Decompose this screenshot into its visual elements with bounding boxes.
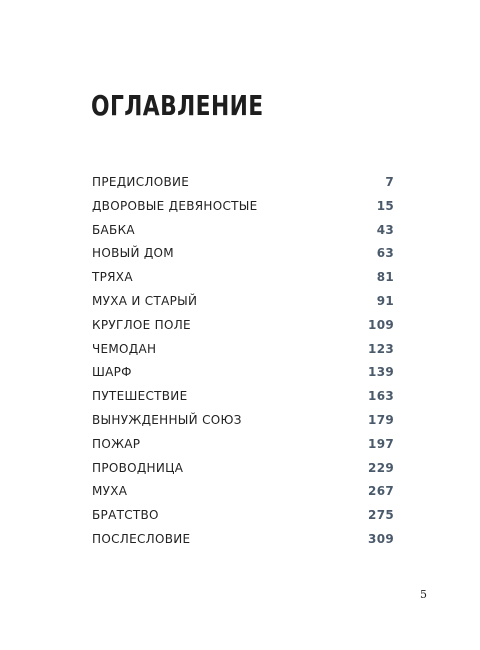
toc-entry-page: 63 — [376, 246, 394, 261]
toc-entry-title: ПОСЛЕСЛОВИЕ — [92, 531, 191, 546]
toc-entry-page: 109 — [368, 317, 394, 332]
toc-entry[interactable] — [92, 508, 394, 532]
toc-entry-title: ВЫНУЖДЕННЫЙ СОЮЗ — [92, 412, 242, 427]
toc-entry-title: ПОЖАР — [92, 436, 141, 451]
toc-entry[interactable] — [92, 365, 394, 389]
toc-entry-page: 309 — [368, 531, 394, 546]
toc-entry-title: ПУТЕШЕСТВИЕ — [92, 389, 188, 404]
toc-entry-page: 179 — [368, 412, 394, 427]
toc-entry-title: МУХА И СТАРЫЙ — [92, 293, 198, 308]
toc-entry-page: 123 — [368, 341, 394, 356]
toc-entry-title: ДВОРОВЫЕ ДЕВЯНОСТЫЕ — [92, 198, 258, 213]
toc-entry-title: КРУГЛОЕ ПОЛЕ — [92, 317, 191, 332]
toc-list — [92, 175, 394, 556]
toc-entry-title: ШАРФ — [92, 365, 132, 380]
toc-entry-title: ЧЕМОДАН — [92, 341, 157, 356]
toc-entry-title: БРАТСТВО — [92, 508, 159, 523]
toc-entry[interactable] — [92, 199, 394, 223]
toc-entry-title: НОВЫЙ ДОМ — [92, 246, 174, 261]
toc-entry-page: 43 — [376, 222, 394, 237]
toc-entry-title: БАБКА — [92, 222, 135, 237]
toc-entry-page: 15 — [376, 198, 394, 213]
toc-entry-title: ТРЯХА — [92, 270, 133, 285]
toc-entry-page: 163 — [368, 389, 394, 404]
toc-entry[interactable] — [92, 246, 394, 270]
toc-entry[interactable] — [92, 318, 394, 342]
toc-entry[interactable] — [92, 270, 394, 294]
toc-entry[interactable] — [92, 389, 394, 413]
toc-title: ОГЛАВЛЕНИЕ — [91, 89, 264, 122]
toc-entry[interactable] — [92, 461, 394, 485]
toc-entry-page: 139 — [368, 365, 394, 380]
page-number: 5 — [420, 588, 427, 601]
toc-entry[interactable] — [92, 413, 394, 437]
toc-entry-title: ПРОВОДНИЦА — [92, 460, 184, 475]
toc-entry-title: МУХА — [92, 484, 128, 499]
toc-entry-page: 229 — [368, 460, 394, 475]
toc-entry[interactable] — [92, 437, 394, 461]
toc-entry[interactable] — [92, 532, 394, 556]
toc-entry[interactable] — [92, 294, 394, 318]
toc-entry-page: 91 — [376, 293, 394, 308]
toc-entry-page: 275 — [368, 508, 394, 523]
toc-entry[interactable] — [92, 484, 394, 508]
toc-entry-page: 81 — [376, 270, 394, 285]
toc-entry-page: 7 — [385, 175, 394, 189]
toc-entry[interactable] — [92, 342, 394, 366]
toc-entry[interactable] — [92, 223, 394, 247]
toc-entry-page: 267 — [368, 484, 394, 499]
toc-entry-title: ПРЕДИСЛОВИЕ — [92, 175, 190, 189]
toc-entry[interactable] — [92, 175, 394, 199]
toc-entry-page: 197 — [368, 436, 394, 451]
